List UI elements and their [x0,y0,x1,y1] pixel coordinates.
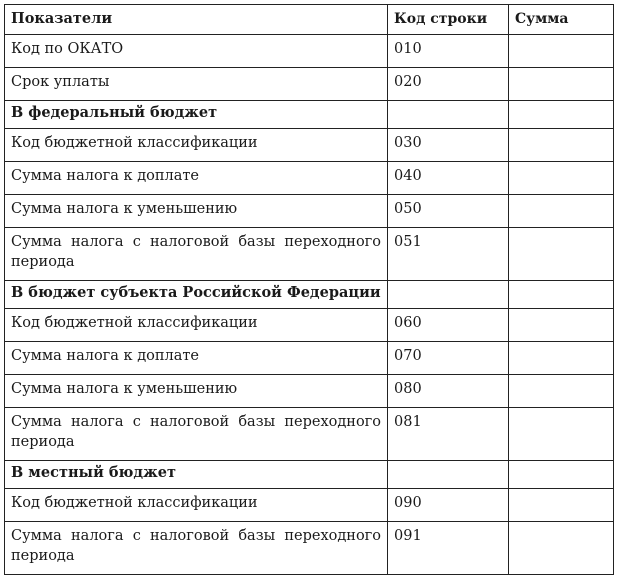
tax-declaration-table [4,4,614,575]
table-row [5,408,614,461]
section-label: В бюджет субъекта Российской Федерации [5,281,388,309]
row-label-line2: периода [11,548,75,564]
row-code: 080 [388,375,509,408]
row-sum-cell[interactable] [509,68,614,101]
table-row [5,129,614,162]
row-sum-cell [509,101,614,129]
row-code: 060 [388,309,509,342]
row-code: 040 [388,162,509,195]
row-code: 030 [388,129,509,162]
row-code: 081 [388,408,509,461]
table-row [5,375,614,408]
row-sum-cell[interactable] [509,129,614,162]
row-label-line2: периода [11,254,75,270]
row-sum-cell[interactable] [509,162,614,195]
row-label: Сумма налога к доплате [5,162,388,195]
row-label: Код бюджетной классификации [5,129,388,162]
table-row [5,68,614,101]
section-label: В местный бюджет [5,461,388,489]
row-code [388,461,509,489]
row-label [5,522,388,575]
table-row [5,228,614,281]
row-label: Сумма налога к доплате [5,342,388,375]
table-row [5,522,614,575]
row-sum-cell [509,281,614,309]
row-label: Код бюджетной классификации [5,489,388,522]
row-code: 051 [388,228,509,281]
row-sum-cell[interactable] [509,375,614,408]
section-label: В федеральный бюджет [5,101,388,129]
row-code: 070 [388,342,509,375]
row-label-line1: Сумма налога с налоговой базы переходного [11,234,381,250]
row-sum-cell[interactable] [509,309,614,342]
row-label-line2: периода [11,434,75,450]
section-row [5,461,614,489]
row-label-line1: Сумма налога с налоговой базы переходного [11,414,381,430]
table-row [5,35,614,68]
table-row [5,489,614,522]
row-label: Код по ОКАТО [5,35,388,68]
header-sum: Сумма [509,5,614,35]
table-header-row [5,5,614,35]
row-code [388,101,509,129]
row-sum-cell[interactable] [509,35,614,68]
row-label [5,408,388,461]
row-sum-cell[interactable] [509,522,614,575]
row-sum-cell[interactable] [509,489,614,522]
row-code: 020 [388,68,509,101]
row-code: 010 [388,35,509,68]
row-code [388,281,509,309]
row-sum-cell[interactable] [509,408,614,461]
row-label: Сумма налога к уменьшению [5,375,388,408]
row-label [5,228,388,281]
row-sum-cell[interactable] [509,228,614,281]
table-row [5,162,614,195]
row-sum-cell[interactable] [509,342,614,375]
row-label: Код бюджетной классификации [5,309,388,342]
row-label: Срок уплаты [5,68,388,101]
row-label-line1: Сумма налога с налоговой базы переходного [11,528,381,544]
table-row [5,195,614,228]
row-label: Сумма налога к уменьшению [5,195,388,228]
row-sum-cell [509,461,614,489]
section-row [5,281,614,309]
table-row [5,309,614,342]
row-sum-cell[interactable] [509,195,614,228]
header-line-code: Код строки [388,5,509,35]
table-row [5,342,614,375]
row-code: 090 [388,489,509,522]
section-row [5,101,614,129]
row-code: 050 [388,195,509,228]
row-code: 091 [388,522,509,575]
header-indicators: Показатели [5,5,388,35]
